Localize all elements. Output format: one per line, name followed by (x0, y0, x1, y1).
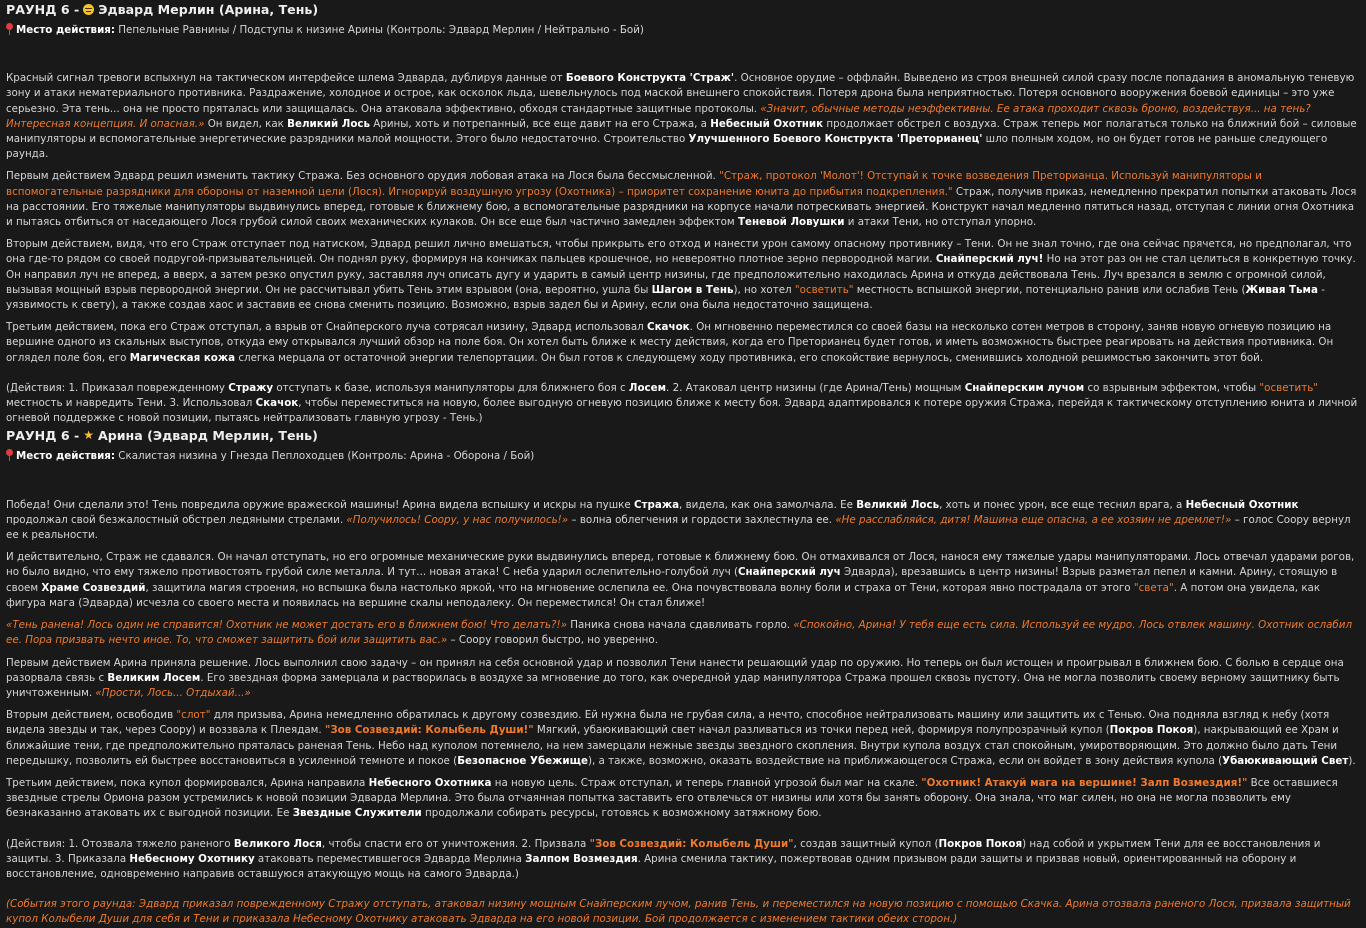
round-heading-edward (6, 2, 1360, 17)
location-line (6, 449, 1360, 464)
location-label: Место действия: (16, 450, 116, 463)
location-line (6, 23, 1360, 38)
round-label: РАУНД 6 - (6, 428, 80, 444)
paragraph: И действительно, Страж не сдавался. Он начал отступать, но его огромные механические руки выдвинулись вперед, готовые к ближнему бою. Он отмахивался от Лося, нанося ему тяжелые удары манипуляторами. Лось отвечал ударами рогов, но было видно, что ему тяжело противостоять грубой силе металла. И тут... новая атака! С неба ударил ослепительно-голубой луч (Снайперский луч Эдварда), врезавшись в центр низины! Взрыв разметал пепел и камни. Арину, стоящую в своем Храме Созвездий, защитила магия строения, но вспышка была настолько яркой, что на мгновение ослепила ее. Она почувствовала волну боли и страха от Тени, которая явно пострадала от этого "света". А потом она увидела, как фигура мага (Эдварда) исчезла со своего места и появилась на вершине скалы неподалеку. Он переместился! Он стал ближе! (6, 551, 1355, 609)
actions-summary: (Действия: 1. Приказал поврежденному Стражу отступать к базе, используя манипуляторы для ближнего боя с Лосем. 2. Атаковал центр низины (где Арина/Тень) мощным Снайперским лучом со взрывным эффектом, чтобы "осветить" местность и навредить Тени. 3. Использовал Скачок, чтобы переместиться на новую, более выгодную огневую позицию ближе к месту боя. Эдвард адаптировался к потере оружия Стража, перейдя к тактическому отступлению юнита и личной огневой поддержке с новой позиции, пытаясь нейтрализовать главную угрозу - Тень.) (6, 381, 1358, 425)
paragraph: Третьим действием, пока купол формировался, Арина направила Небесного Охотника на новую цель. Страж отступал, и теперь главной угрозой был маг на скале. "Охотник! Атакуй мага на вершине! Залп Возмездия!" Все оставшиеся звездные стрелы Ориона разом устремились к новой позиции Эдварда Мерлина. Это была отчаянная попытка заставить его отвлечься от низины или хотя бы занять оборону. Она знала, что маг силен, но она не могла позволить ему безнаказанно атаковать их с выгодной позиции. Ее Звездные Служители продолжали собирать ресурсы, готовясь к возможному затяжному бою. (6, 776, 1338, 820)
paragraph: Первым действием Эдвард решил изменить тактику Стража. Без основного орудия лобовая атака на Лося была бессмысленной. "Страж, протокол 'Молот'! Отступай к точке возведения Преторианца. Используй манипуляторы и вспомогательные разрядники для обороны от наземной цели (Лося). Игнорируй воздушную угрозу (Охотника) – приоритет сохранение юнита до прибытия подкрепления." Страж, получив приказ, немедленно прекратил попытки атаковать Лося на расстоянии. Его тяжелые манипуляторы выдвинулись вперед, готовые к ближнему бою, а вспомогательные разрядники на корпусе начали потрескивать энергией. Конструкт начал медленно пятиться назад, отступая с линии огня Охотника и пытаясь отбиться от наседающего Лося грубой силой своих механических кулаков. Он все еще был частично замедлен эффектом Теневой Ловушки и атаки Тени, но отступал упорно. (6, 170, 1357, 229)
round-events-summary: (События этого раунда: Эдвард приказал поврежденному Стражу отступать, атаковал низину мощным Снайперским лучом, ранив Тень, и переместился на новую позицию с помощью Скачка. Арина отозвала раненого Лося, призвала защитный купол Колыбели Души для себя и Тени и приказала Небесному Охотнику атаковать Эдварда на его новой позиции. Бой продолжается с изменением тактики обеих сторон.) (6, 898, 1351, 926)
actions-summary: (Действия: 1. Отозвала тяжело раненого Великого Лося, чтобы спасти его от уничтожения. 2. Призвала "Зов Созвездий: Колыбель Души", создав защитный купол (Покров Покоя) над собой и укрытием Тени для ее восстановления и защиты. 3. Приказала Небесному Охотнику атаковать переместившегося Эдварда Мерлина Залпом Возмездия. Арина сменила тактику, пожертвовав одним призывом ради защиты и призвав новый, ориентированный на оборону и восстановление, одновременно направив оставшуюся атакующую мощь на самого Эдварда.) (6, 837, 1321, 880)
location-label: Место действия: (16, 24, 116, 36)
neutral-face-icon (83, 4, 94, 15)
location-text: Скалистая низина у Гнезда Пеплоходцев (Контроль: Арина - Оборона / Бой) (118, 450, 535, 463)
round-heading-arina (6, 428, 1360, 443)
paragraph: Третьим действием, пока его Страж отступал, а взрыв от Снайперского луча сотрясал низину, Эдвард использовал Скачок. Он мгновенно переместился со своей базы на несколько сотен метров в сторону, заняв новую огневую позицию на вершине одного из скальных выступов, откуда ему открывался лучший обзор на поле боя. Он хотел быть ближе к месту действия, когда его Преторианец будет готов, и иметь возможность быстрее реагировать на действия противника. Он оглядел поле боя, его Магическая кожа слегка мерцала от остаточной энергии телепортации. Он был готов к следующему ходу противника, его спокойствие вернулось, сменившись холодной решимостью закончить этот бой. (6, 321, 1334, 364)
round-player: Арина (Эдвард Мерлин, Тень) (97, 428, 318, 444)
star-icon: ★ (83, 428, 94, 443)
paragraph: Вторым действием, видя, что его Страж отступает под натиском, Эдвард решил лично вмешаться, чтобы прикрыть его отход и нанести урон самому опасному противнику – Тени. Он не знал точно, где она сейчас прячется, но предполагал, что она где-то рядом со своей подругой-призывательницей. Он поднял руку, формируя на кончиках пальцев крошечное, но невероятно плотное зерно первородной магии. Снайперский луч! Но на этот раз он не стал целиться в конкретную точку. Он направил луч не вперед, а вверх, а затем резко опустил руку, заставляя луч описать дугу и ударить в самый центр низины, где предположительно находилась Арина и откуда действовала Тень. Луч врезался в землю с огромной силой, вызывая мощный взрыв первородной энергии. Он не рассчитывал убить Тень этим взрывом (она, вероятно, ушла бы Шагом в Тень), но хотел "осветить" местность вспышкой энергии, потенциально ранив или ослабив Тень (Живая Тьма - уязвимость к свету), а также создав хаос и заставив ее снова сменить позицию. Возможно, взрыв задел бы и Арину, если она была недостаточно защищена. (6, 238, 1356, 312)
round-label: РАУНД 6 - (6, 2, 80, 17)
paragraph: Первым действием Арина приняла решение. Лось выполнил свою задачу – он принял на себя основной удар и позволил Тени нанести решающий удар по оружию. Но теперь он был истощен и проигрывал в ближнем бою. С болью в сердце она разорвала связь с Великим Лосем. Его звездная форма замерцала и растворилась в воздухе за мгновение до того, как очередной удар манипулятора Стража прошел сквозь пустоту. Она не могла позволить своему верному защитнику быть уничтоженным. «Прости, Лось... Отдыхай...» (6, 656, 1344, 699)
round-player: Эдвард Мерлин (Арина, Тень) (98, 2, 319, 17)
pin-icon (6, 23, 13, 35)
paragraph: Вторым действием, освободив "слот" для призыва, Арина немедленно обратилась к другому созвездию. Ей нужна была не грубая сила, а нечто, способное нейтрализовать машину или защитить их с Тенью. Она подняла взгляд к небу (хотя видела звезды и так, через Соору) и воззвала к Плеядам. "Зов Созвездий: Колыбель Души!" Мягкий, убаюкивающий свет начал разливаться из точки перед ней, формируя полупрозрачный купол (Покров Покоя), накрывающий ее Храм и ближайшие тени, где предположительно пряталась раненая Тень. Небо над куполом потемнело, на нем замерцали нежные звезды звездного скопления. Внутри купола воздух стал спокойным, умиротворяющим. Это должно было дать Тени передышку, позволить ей быстрее восстановиться в усиленной темноте и покое (Безопасное Убежище), а также, возможно, оказать воздействие на приближающегося Стража, если он войдет в зону действия купола (Убаюкивающий Свет). (6, 709, 1356, 767)
paragraph: «Тень ранена! Лось один не справится! Охотник не может достать его в ближнем бою! Что делать?!» Паника снова начала сдавливать горло. «Спокойно, Арина! У тебя еще есть сила. Используй ее мудро. Лось отвлек машину. Охотник ослабил ее. Пора призвать нечто иное. То, что сможет защитить бой или защитить вас.» – Соору говорил быстро, но уверенно. (6, 619, 1353, 647)
location-text: Пепельные Равнины / Подступы к низине Арины (Контроль: Эдвард Мерлин / Нейтрально - Бой) (118, 24, 644, 36)
paragraph: Победа! Они сделали это! Тень повредила оружие вражеской машины! Арина видела вспышку и искры на пушке Стража, видела, как она замолчала. Ее Великий Лось, хоть и понес урон, все еще теснил врага, а Небесный Охотник продолжал свой безжалостный обстрел ледяными стрелами. «Получилось! Соору, у нас получилось!» – волна облегчения и гордости захлестнула ее. «Не расслабляйся, дитя! Машина еще опасна, а ее хозяин не дремлет!» – голос Соору вернул ее к реальности. (6, 498, 1351, 542)
paragraph: Красный сигнал тревоги вспыхнул на тактическом интерфейсе шлема Эдварда, дублируя данные от Боевого Конструкта 'Страж'. Основное орудие – оффлайн. Выведено из строя внешней силой сразу после попадания в аномальную теневую зону и атаки нематериального противника. Раздражение, холодное и острое, как осколок льда, шевельнулось под маской внешнего спокойствия. Потеря дрона была неприятностью. Потеря основного вооружения боевой единицы – это уже серьезно. Эта тень... она не просто пряталась или защищалась. Она атаковала эффективно, обходя стандартные защитные протоколы. «Значит, обычные методы неэффективны. Ее атака проходит сквозь броню, воздействуя... на тень? Интересная концепция. И опасная.» Он видел, как Великий Лось Арины, хоть и потрепанный, все еще давит на его Стража, а Небесный Охотник продолжает обстрел с воздуха. Страж теперь мог полагаться только на ближний бой – силовые манипуляторы и вспомогательные энергетические разрядники малой мощности. Этого было недостаточно. Строительство Улучшенного Боевого Конструкта 'Преторианец' шло полным ходом, но он будет готов не раньше следующего раунда. (6, 72, 1357, 161)
pin-icon (6, 449, 13, 461)
